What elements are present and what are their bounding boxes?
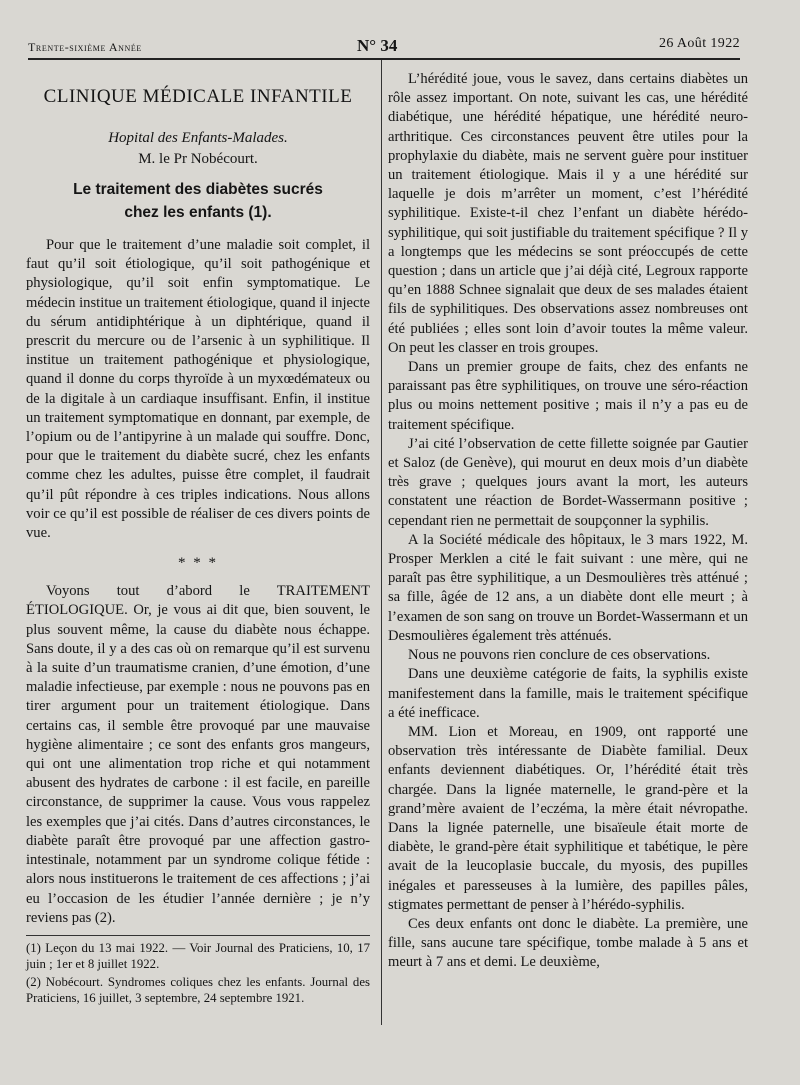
author-line: M. le Pr Nobécourt. — [138, 151, 258, 167]
paragraph: Dans une deuxième catégorie de faits, la syphilis existe manifestement dans la famille, mais le traitement spécifique a été inefficace. — [388, 666, 748, 721]
hospital-name: Hopital des Enfants-Malades. — [108, 130, 288, 146]
paragraph: Nous ne pouvons rien conclure de ces observations. — [408, 647, 711, 664]
left-column — [26, 86, 370, 1036]
header-year: Trente-sixième Année — [28, 40, 142, 54]
paragraph: L’hérédité joue, vous le savez, dans certains diabètes un rôle assez important. On note, suivant les cas, une hérédité diabétique, une hérédité hépatique, une hérédité neuro-arthritique. Ces circonstances peuvent être utiles pour la prophylaxie du diabète, mais ne servent guère pour instituer un traitement étiologique. Mais il y a une hérédité sur laquelle je dois m’arrêter un moment, c’est l’hérédité syphilitique. Existe-t-il chez l’enfant un diabète hérédo-syphilitique, qui soit justifiable du traitement spécifique ? Il y a longtemps que les médecins se sont préoccupés de cette question ; dans un article que j’ai déjà cité, Legroux rapporte qu’en 1888 Schnee signalait que deux de ses malades étaient fils de syphilitiques. Des observations assez nombreuses ont été publiées ; elles sont loin d’avoir toutes la même valeur. On peut les classer en trois groupes. — [388, 71, 748, 356]
paragraph: Ces deux enfants ont donc le diabète. La première, une fille, sans aucune tare spécifique, tombe malade à 5 ans et meurt à 7 ans et demi. Le deuxième, — [388, 915, 748, 971]
paragraph: Voyons tout d’abord le TRAITEMENT ÉTIOLOGIQUE. Or, je vous ai dit que, bien souvent, le plus souvent même, la cause du diabète nous échappe. Sans doute, il y a des cas où on remarque qu’il est survenu à la suite d’un traumatisme cranien, d’une émotion, d’une maladie infectieuse, par exemple : nous ne pouvons pas en tirer argument pour un traitement étiologique. Dans certains cas, il semble être provoqué par une mauvaise hygiène alimentaire ; ce sont des enfants gros mangeurs, qui ont une alimentation trop riche et qui notamment abusent des hydrates de carbone : il est facile, en pareille circonstance, de supprimer la cause. Vous vous rappelez les exemples que j’ai cités. Dans d’autres circonstances, le diabète paraît être provoqué par une affection gastro-intestinale, notamment par un syndrome colique fétide : alors nous instituerons le traitement de ces affections ; j’ai eu l’occasion de les étudier l’année dernière ; je n’y reviens pas (2). — [26, 583, 370, 926]
header-issue-number: N° 34 — [357, 36, 398, 55]
footnotes — [26, 935, 370, 1006]
section-title: CLINIQUE MÉDICALE INFANTILE — [43, 86, 353, 107]
paragraph: MM. Lion et Moreau, en 1909, ont rapporté une observation très intéressante de Diabète familial. Deux enfants deviennent diabétiques. Or, l’hérédité était très chargée. Dans la lignée maternelle, le grand-père et la grand’mère avaient de l’eczéma, la mère était névropathe. Dans la lignée paternelle, une bisaïeule était morte de diabète, le grand-père était syphilitique et tabétique, le père avait de la leucoplasie buccale, du myosis, des pupilles inégales et paresseuses à la lumière, des papilles pâles, stigmates permettant de penser à l’hérédo-syphilis. — [388, 723, 748, 913]
header-date: 26 Août 1922 — [658, 36, 740, 51]
paragraph: A la Société médicale des hôpitaux, le 3 mars 1922, M. Prosper Merklen a cité le fait suivant : une mère, qui ne paraît pas être syphilitique, a un Desmoulières très atténué ; sa fille, âgée de 12 ans, a un diabète dont elle meurt ; à l’examen de son sang on trouve un Bordet-Wassermann et un Desmoulières également très atténués. — [388, 531, 748, 644]
column-divider — [381, 60, 382, 1025]
paragraph: Pour que le traitement d’une maladie soit complet, il faut qu’il soit étiologique, qu’il soit pathogénique et physiologique, qu’il soit enfin symptomatique. Le médecin institue un traitement étiologique, quand il injecte du sérum antidiphtérique à un diphtérique, quand il prescrit du mercure ou de l’arsenic à un syphilitique. Il institue un traitement pathogénique et physiologique, quand il donne du corps thyroïde à un myxœdémateux ou de la digitale à un cardiaque insuffisant. Enfin, il institue un traitement symptomatique en donnant, par exemple, de l’opium ou de l’antipyrine à un malade qui souffre. Donc, pour que le traitement du diabète sucré, chez les enfants comme chez les adultes, puisse être complet, il faudrait qu’il pût répondre à ces triples indications. Nous allons voir ce qu’il est possible de réaliser de ces divers points de vue. — [26, 237, 370, 542]
paragraph: Dans un premier groupe de faits, chez des enfants ne paraissant pas être syphilitiques, on trouve une séro-réaction plus ou moins nettement positive ; mais il n’y a pas eu de traitement spécifique. — [388, 359, 748, 433]
article-title — [26, 178, 370, 224]
page-header — [28, 32, 740, 60]
paragraph: J’ai cité l’observation de cette fillette soignée par Gautier et Saloz (de Genève), qui mourut en deux mois d’un diabète très grave ; quelques jours avant la mort, les auteurs constatent une réaction de Bordet-Wassermann positive ; cependant rien ne permettait de soupçonner la syphilis. — [388, 435, 748, 529]
article-title-line-1: Le traitement des diabètes sucrés — [73, 181, 323, 198]
right-column — [388, 70, 748, 1025]
article-title-line-2: chez les enfants (1). — [124, 204, 272, 221]
footnote-2: (2) Nobécourt. Syndromes coliques chez les enfants. Journal des Praticiens, 16 juillet, 3 septembre, 24 septembre 1921. — [26, 975, 370, 1005]
footnote-1: (1) Leçon du 13 mai 1922. — Voir Journal des Praticiens, 10, 17 juin ; 1er et 8 juillet 1922. — [26, 941, 370, 971]
section-separator: * * * — [178, 555, 218, 572]
